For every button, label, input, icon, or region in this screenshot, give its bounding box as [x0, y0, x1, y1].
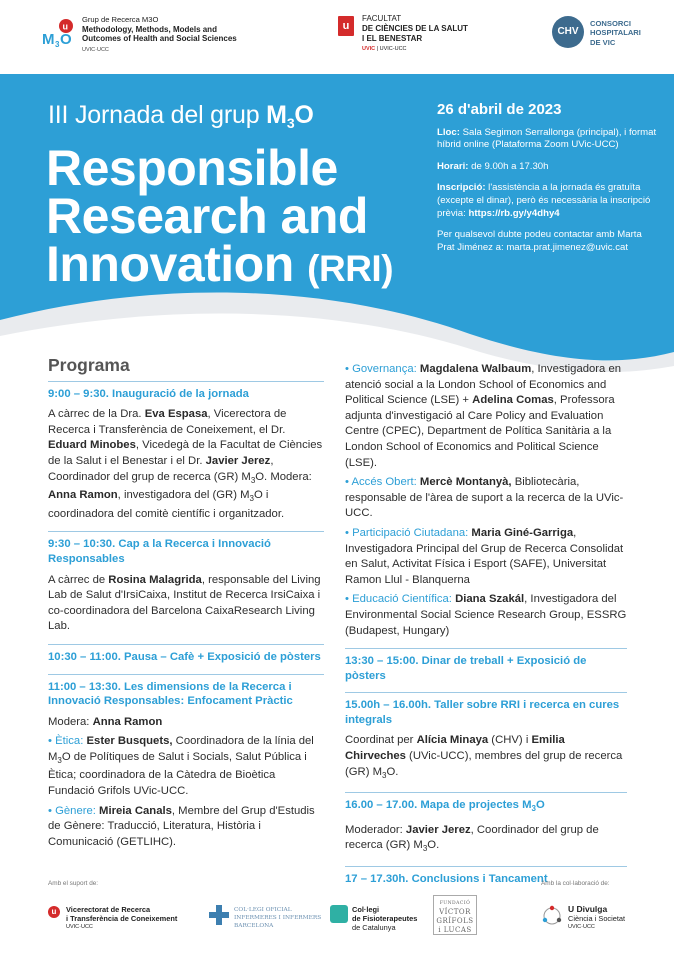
- bullet-educacio: • Educació Científica: Diana Szakál, Investigadora del Environmental Social Science Research Group, ESSRG (Budapest, Hungary): [345, 593, 627, 637]
- ud-line2: Ciència i Societat: [568, 914, 626, 923]
- slot-title-workshop: 15.00h – 16.00h. Taller sobre RRI i recerca en cures integrals: [345, 699, 620, 726]
- m3o-logo-line2: Methodology, Methods, Models and: [82, 24, 217, 34]
- programme-slot-dimensions: [48, 674, 324, 851]
- b4-text: Bibliotecària, responsable de l'àrea de suport a la recerca de la UVic-UCC.: [345, 476, 624, 520]
- s2-text-a: A càrrec de: [48, 573, 109, 586]
- s6-name-chirveches: Emilia Chirveches: [345, 734, 565, 763]
- b3-name2: Adelina Comas: [472, 394, 554, 407]
- b1-text-a: Coordinadora de la línia del M: [48, 735, 314, 763]
- support-label: Amb el suport de:: [48, 880, 99, 887]
- svg-text:O: O: [60, 31, 72, 48]
- coib-line1: COL·LEGI OFICIAL: [234, 907, 292, 913]
- programme-slot-lunch: [345, 648, 627, 692]
- chv-logo-icon: CHV: [552, 16, 584, 48]
- programme-right-column: [345, 358, 627, 887]
- event-place-text: Sala Segimon Serrallonga (principal), i format híbrid online (Plataforma Zoom UVic-UCC): [437, 126, 657, 151]
- vg-line2: VÍCTOR: [439, 908, 471, 916]
- b3-name: Magdalena Walbaum: [416, 363, 532, 375]
- slot-text-map: [345, 823, 627, 857]
- faculty-line3: I EL BENESTAR: [362, 33, 423, 43]
- fisio-line2: de Fisioterapeutes: [352, 914, 418, 923]
- chv-logo-text: [590, 19, 641, 47]
- slot-title-pause: 10:30 – 11:00. Pausa – Cafè + Exposició de pòsters: [48, 650, 321, 663]
- slot-moderator-dimensions: [48, 715, 324, 731]
- coib-cross-icon: [209, 905, 229, 925]
- vg-line3: GRÍFOLS: [436, 917, 474, 925]
- event-title: [46, 140, 394, 293]
- faculty-line4-red: UVIC: [362, 46, 376, 53]
- slot-text-rri: [48, 573, 324, 635]
- chv-line3: DE VIC: [590, 37, 616, 47]
- event-title-line1: Responsible: [46, 140, 338, 196]
- slot-title-opening: 9:00 – 9:30. Inauguració de la jornada: [48, 387, 249, 400]
- udivulga-logo-icon: [541, 905, 563, 927]
- s7-sub: 3: [422, 844, 428, 854]
- s1-name-ramon: Anna Ramon: [48, 489, 118, 502]
- programme-slot-workshop: [345, 692, 627, 792]
- event-contact: Per qualsevol dubte podeu contactar amb Marta Prat Jiménez a: marta.prat.jimenez@uvic.cat: [437, 229, 642, 253]
- vicerectorat-logo-icon: u: [48, 906, 60, 918]
- event-subtitle: [48, 101, 314, 131]
- programme-slot-rri: [48, 531, 324, 644]
- ud-line1: U Divulga: [568, 904, 608, 914]
- s2-text-c: , responsable del Living Lab de Salut d'IrsiCaixa, Institut de Recerca IrsiCaixa i co-coordinadora del Barcelona CaixaResearch Living Lab.: [48, 573, 321, 633]
- b2-text: , Membre del Grup d'Estudis de Gènere: Traducció, Literatura, Història i Comunicació (GETLIHC).: [48, 804, 315, 848]
- programme-slot-opening: [48, 381, 324, 532]
- s1-text-c: , Vicerectora de Recerca i Transferència de Coneixement, el Dr.: [48, 408, 287, 436]
- s6-sub: 3: [382, 770, 387, 780]
- bullet-genere: • Gènere: Mireia Canals, Membre del Grup d'Estudis de Gènere: Traducció, Literatura, Història i Comunicació (GETLIHC).: [48, 804, 315, 848]
- b2-label: Gènere:: [55, 804, 96, 817]
- vg-line1: FUNDACIÓ: [439, 901, 471, 906]
- faculty-line1: FACULTAT: [362, 14, 402, 23]
- vicerectorat-logo: [66, 905, 177, 932]
- event-registration-text: l'assistència a la jornada és gratuïta (excepte el dinar), però és necessària la inscripció prèvia:: [437, 182, 651, 219]
- faculty-line4-rest: | UVIC-UCC: [375, 46, 407, 53]
- fisio-line1: Col·legi: [352, 905, 380, 914]
- event-subtitle-prefix: III Jornada del grup: [48, 101, 267, 129]
- bullet-participacio: • Participació Ciutadana: Maria Giné-Garriga, Investigadora Principal del Grup de Recerca Consolidat en Salut, Activitat Física i Esport (SAFE), Universitat Ramon Llul - Blanquerna: [345, 526, 624, 586]
- s6-name-minaya: Alícia Minaya: [416, 734, 489, 747]
- s1-text-e: , Vicedegà de la Facultat de Ciències de la Salut i el Benestar i el Dr.: [48, 439, 323, 467]
- event-time-text: de 9.00h a 17.30h: [468, 160, 549, 172]
- slot-text-opening: [48, 407, 324, 522]
- grifols-foundation-logo: [433, 895, 477, 935]
- b1-label: Ètica:: [55, 735, 84, 748]
- event-place-label: Lloc:: [437, 126, 460, 138]
- b1-sub: 3: [57, 755, 62, 765]
- s4-mod-label: Modera:: [48, 715, 93, 728]
- s1-name-minobes: Eduard Minobes: [48, 439, 136, 452]
- slot-title-map: [345, 793, 627, 817]
- chv-line2: HOSPITALARI: [590, 28, 641, 38]
- s6-text-a: Coordinat per: [345, 734, 417, 747]
- s1-text-i: O. Modera:: [255, 470, 312, 483]
- bullet-etica: • Ètica: Ester Busquets, Coordinadora de la línia del $M_3O$ de Polítiques de Salut i Socials, Salut Pública i Ètica; coordinadora de la Càtedra de Bioètica Fundació Grifols UVic-UCC.: [48, 735, 314, 798]
- registration-link[interactable]: https://rb.gy/y4dhy4: [468, 207, 560, 219]
- s7-text-a: Moderador:: [345, 823, 406, 836]
- s7-name-jerez: Javier Jerez: [405, 823, 471, 836]
- collaboration-label: Amb la col·laboració de:: [541, 880, 610, 887]
- right-bullets: [345, 362, 627, 648]
- faculty-line4: [362, 45, 468, 55]
- hero-banner: [0, 74, 674, 374]
- slot-title-rri: 9:30 – 10:30. Cap a la Recerca i Innovació Responsables: [48, 538, 271, 565]
- ud-line3: UVIC·UCC: [568, 924, 595, 930]
- faculty-line2: DE CIÈNCIES DE LA SALUT: [362, 23, 468, 33]
- fisio-logo: [352, 905, 417, 932]
- b3-text-a: , Investigadora en atenció social a la London School of Economics and Political Science (LSE) +: [345, 363, 622, 407]
- faculty-logo-text: [362, 14, 468, 55]
- b1-text-b: O de Polítiques de Salut i Socials, Salut Pública i Ètica; coordinadora de la Càtedra de Bioètica Fundació Grifols UVic-UCC.: [48, 750, 307, 798]
- slot-title-lunch: 13:30 – 15:00. Dinar de treball + Exposició de pòsters: [345, 655, 587, 682]
- m3o-logo-line3: Outcomes of Health and Social Sciences: [82, 34, 237, 44]
- b2-name: Mireia Canals: [95, 804, 172, 817]
- b3-label: Governança:: [352, 363, 417, 375]
- b1-name: Ester Busquets,: [83, 735, 173, 748]
- s2-name-malagrida: Rosina Malagrida: [108, 573, 202, 586]
- b4-name: Mercè Montanyà,: [416, 476, 512, 489]
- vr-line3: UVIC·UCC: [66, 924, 93, 930]
- bullet-acces-obert: • Accés Obert: Mercè Montanyà, Bibliotecària, responsable de l'àrea de suport a la recerca de la UVic-UCC.: [345, 476, 624, 520]
- s1-text-m: O i coordinadora del comitè científic i organitzador.: [48, 489, 285, 520]
- b4-label: Accés Obert:: [351, 476, 417, 489]
- programme-slot-map: [345, 792, 627, 866]
- b5-name: Maria Giné-Garriga: [468, 526, 574, 539]
- event-title-line3: [46, 236, 394, 293]
- s1-text-g: , Coordinador del grup de recerca (GR) M: [48, 454, 274, 483]
- b6-name: Diana Szakál: [451, 593, 525, 606]
- b5-label: Participació Ciutadana:: [352, 526, 469, 539]
- b5-text: , Investigadora Principal del Grup de Recerca Consolidat en Salut, Activitat Física i Esport (SAFE), Universitat Ramon Llul - Blanquerna: [345, 526, 624, 586]
- s6-text-e: (UVic-UCC), membres del grup de recerca (GR) M: [345, 750, 623, 778]
- m3o-logo-icon: [40, 18, 76, 48]
- chv-line1: CONSORCI: [590, 19, 631, 28]
- event-subtitle-m: M: [266, 101, 287, 129]
- b6-text: , Investigadora del Environmental Social Science Research Group, ESSRG (Budapest, Hungary): [345, 593, 627, 637]
- slot-title-closing: 17 – 17.30h. Conclusions i Tancament: [345, 873, 548, 886]
- s7-title-a: 16.00 – 17.00. Mapa de projectes M: [345, 799, 532, 812]
- event-title-rri: (RRI): [307, 248, 394, 289]
- svg-text:M: M: [42, 31, 55, 48]
- coib-line2: INFERMERES I INFERMERS: [234, 915, 322, 921]
- s6-text-g: O.: [386, 765, 399, 778]
- event-place: [437, 127, 657, 152]
- coib-line3: BARCELONA: [234, 923, 274, 929]
- vr-line1: Vicerectorat de Recerca: [66, 905, 151, 914]
- slot-text-workshop: [345, 733, 627, 783]
- coib-logo: [234, 906, 321, 930]
- vr-line2: i Transferència de Coneixement: [66, 914, 178, 923]
- s7-text-c: , Coordinador del grup de recerca (GR) M: [345, 823, 599, 852]
- event-subtitle-o: O: [294, 101, 314, 129]
- programme-slot-pause: [48, 644, 324, 674]
- s4-mod-name: Anna Ramon: [92, 715, 163, 728]
- s1-name-espasa: Eva Espasa: [144, 408, 208, 421]
- fisio-line3: de Catalunya: [352, 923, 396, 932]
- bullet-governanca: • Governança: Magdalena Walbaum, Investigadora en atenció social a la London School of Economics and Political Science (LSE) + Adelina Comas, Professora adjunta d'investigació al Care Policy and Evaluation Centre (CPEC), Department de Política Sanitària a la London School of Economics and Political Science (LSE).: [345, 363, 622, 469]
- svg-text:u: u: [62, 21, 68, 32]
- s7-text-e: O.: [427, 839, 440, 852]
- s6-text-c: (CHV) i: [488, 734, 532, 747]
- programme-left-column: [48, 355, 324, 850]
- event-time: [437, 161, 657, 174]
- event-date: 26 d'abril de 2023: [437, 101, 562, 118]
- m3o-logo-line1: Grup de Recerca M3O: [82, 15, 159, 24]
- s7-title-sub: 3: [531, 804, 536, 814]
- b6-label: Educació Científica:: [352, 593, 452, 606]
- event-registration-label: Inscripció:: [437, 182, 486, 194]
- slot-title-dimensions: 11:00 – 13:30. Les dimensions de la Recerca i Innovació Responsables: Enfocament Pràctic: [48, 680, 293, 708]
- svg-text:3: 3: [55, 40, 60, 48]
- event-registration: [437, 182, 657, 220]
- s1-sub-l: 3: [249, 494, 254, 504]
- event-title-line2: Research and: [46, 188, 368, 244]
- m3o-logo-line4: UVIC·UCC: [82, 46, 109, 53]
- s1-name-jerez: Javier Jerez: [205, 454, 271, 467]
- header: [0, 0, 674, 74]
- m3o-logo-text: [82, 15, 237, 55]
- udivulga-logo: [568, 905, 625, 932]
- event-info: [437, 101, 657, 263]
- vg-line4: i LUCAS: [438, 926, 472, 934]
- s1-text-a: A càrrec de la Dra.: [48, 408, 145, 421]
- s7-title-b: O: [535, 799, 545, 812]
- b3-text-b: , Professora adjunta d'investigació al Care Policy and Evaluation Centre (CPEC), Department de Política Sanitària a la London School of Economics and Political Science (LSE).: [345, 394, 615, 469]
- s1-sub-h: 3: [250, 475, 256, 485]
- fisio-logo-icon: [330, 905, 348, 923]
- event-title-innovation: Innovation: [46, 236, 294, 292]
- event-time-label: Horari:: [437, 160, 469, 172]
- programme-title: Programa: [48, 355, 130, 375]
- s1-text-k: , investigadora del (GR) M: [117, 489, 250, 502]
- event-subtitle-sub: 3: [286, 115, 295, 131]
- uvic-logo-icon: u: [338, 16, 354, 36]
